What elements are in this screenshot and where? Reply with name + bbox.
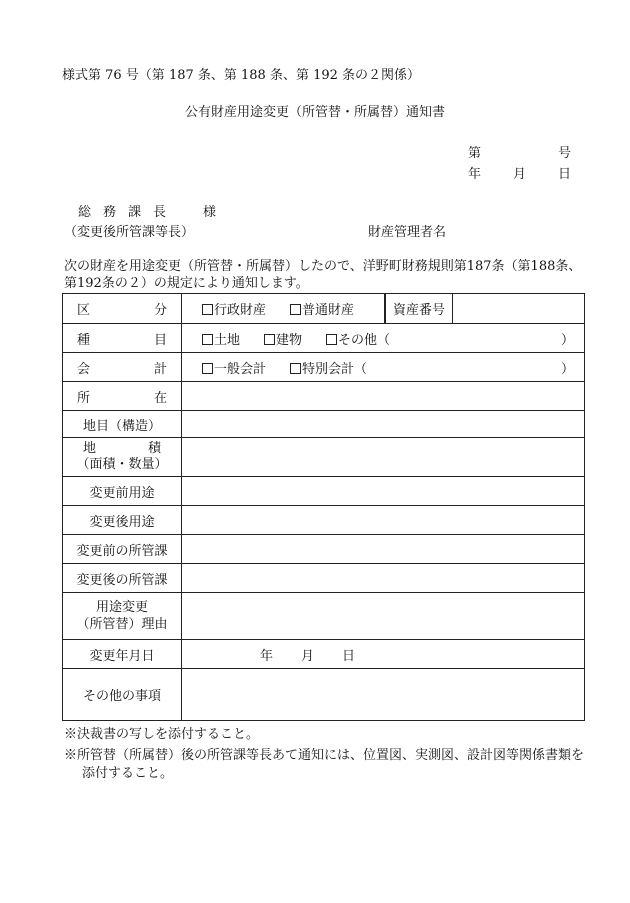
row-use-before bbox=[63, 477, 585, 506]
label-land-category: 地目（構造） bbox=[63, 411, 182, 438]
addressee-note: （変更後所管課等長） bbox=[64, 225, 195, 240]
row-dept-after bbox=[63, 564, 585, 593]
label-reason: 用途変更 （所管替）理由 bbox=[63, 593, 182, 640]
label-use-after: 変更後用途 bbox=[63, 506, 182, 535]
row-other bbox=[63, 669, 585, 721]
row-land-category bbox=[63, 411, 585, 438]
label-change-date: 変更年月日 bbox=[63, 640, 182, 669]
checkbox-box-icon bbox=[290, 363, 301, 374]
change-date-year: 年 bbox=[260, 648, 274, 664]
note-item: ※所管替（所属替）後の所管課等長あて通知には、位置図、実測図、設計図等関係書類を添付すること。 bbox=[64, 748, 585, 781]
land-category-field[interactable] bbox=[182, 411, 585, 438]
row-change-date bbox=[63, 640, 585, 669]
property-manager-label: 財産管理者名 bbox=[368, 225, 447, 240]
location-field[interactable] bbox=[182, 382, 585, 411]
date-year-label: 年 bbox=[468, 167, 482, 182]
checkbox-box-icon bbox=[264, 334, 275, 345]
checkbox-box-icon bbox=[202, 304, 213, 315]
label-location: 所 在 bbox=[63, 382, 182, 411]
addressee: 総務課長 様 bbox=[78, 205, 229, 220]
document-title: 公有財産用途変更（所管替・所属替）通知書 bbox=[184, 105, 445, 120]
number-prefix: 第 bbox=[468, 146, 482, 161]
change-date-month: 月 bbox=[301, 648, 315, 664]
checkbox-administrative-property[interactable]: 行政財産 bbox=[202, 299, 266, 318]
property-table bbox=[62, 293, 585, 721]
checkbox-general-account[interactable]: 一般会計 bbox=[202, 358, 266, 377]
label-other: その他の事項 bbox=[63, 669, 182, 721]
change-date-day: 日 bbox=[342, 648, 356, 664]
label-classification: 区 分 bbox=[63, 294, 182, 324]
label-dept-before: 変更前の所管課 bbox=[63, 535, 182, 564]
checkbox-other[interactable]: その他（ bbox=[326, 329, 390, 348]
change-date-field[interactable] bbox=[182, 640, 585, 669]
date-day-label: 日 bbox=[558, 167, 572, 182]
form-number: 様式第 76 号（第 187 条、第 188 条、第 192 条の２関係） bbox=[62, 68, 421, 83]
checkbox-special-account[interactable]: 特別会計（ bbox=[290, 358, 367, 377]
checkbox-box-icon bbox=[202, 363, 213, 374]
number-suffix: 号 bbox=[558, 146, 572, 161]
dept-before-field[interactable] bbox=[182, 535, 585, 564]
reason-field[interactable] bbox=[182, 593, 585, 640]
label-account: 会 計 bbox=[63, 353, 182, 382]
note-item: ※決裁書の写しを添付すること。 bbox=[64, 727, 260, 742]
area-field[interactable] bbox=[182, 438, 585, 477]
checkbox-land[interactable]: 土地 bbox=[202, 329, 240, 348]
checkbox-box-icon bbox=[202, 334, 213, 345]
classification-options bbox=[182, 294, 385, 324]
label-dept-after: 変更後の所管課 bbox=[63, 564, 182, 593]
checkbox-box-icon bbox=[290, 304, 301, 315]
body-text: 次の財産を用途変更（所管替・所属替）したので、洋野町財務規則第187条（第188条、第192条の２）の規定により通知します。 bbox=[64, 259, 582, 291]
label-type: 種 目 bbox=[63, 324, 182, 353]
asset-number-field[interactable] bbox=[453, 294, 584, 323]
type-options: 土地 建物 その他（ ） bbox=[182, 324, 585, 353]
checkbox-building[interactable]: 建物 bbox=[264, 329, 302, 348]
row-area bbox=[63, 438, 585, 477]
asset-number-label: 資産番号 bbox=[385, 294, 453, 323]
row-use-after bbox=[63, 506, 585, 535]
row-dept-before bbox=[63, 535, 585, 564]
notes bbox=[64, 726, 594, 786]
label-area: 地 積 （面積・数量） bbox=[63, 438, 182, 477]
checkbox-box-icon bbox=[326, 334, 337, 345]
use-after-field[interactable] bbox=[182, 506, 585, 535]
row-reason bbox=[63, 593, 585, 640]
account-options: 一般会計 特別会計（ ） bbox=[182, 353, 585, 382]
asset-number-cell bbox=[385, 294, 585, 324]
row-location bbox=[63, 382, 585, 411]
dept-after-field[interactable] bbox=[182, 564, 585, 593]
use-before-field[interactable] bbox=[182, 477, 585, 506]
label-use-before: 変更前用途 bbox=[63, 477, 182, 506]
row-account bbox=[63, 353, 585, 382]
other-field[interactable] bbox=[182, 669, 585, 721]
row-classification bbox=[63, 294, 585, 324]
row-type bbox=[63, 324, 585, 353]
date-month-label: 月 bbox=[513, 167, 527, 182]
checkbox-general-property[interactable]: 普通財産 bbox=[290, 299, 354, 318]
